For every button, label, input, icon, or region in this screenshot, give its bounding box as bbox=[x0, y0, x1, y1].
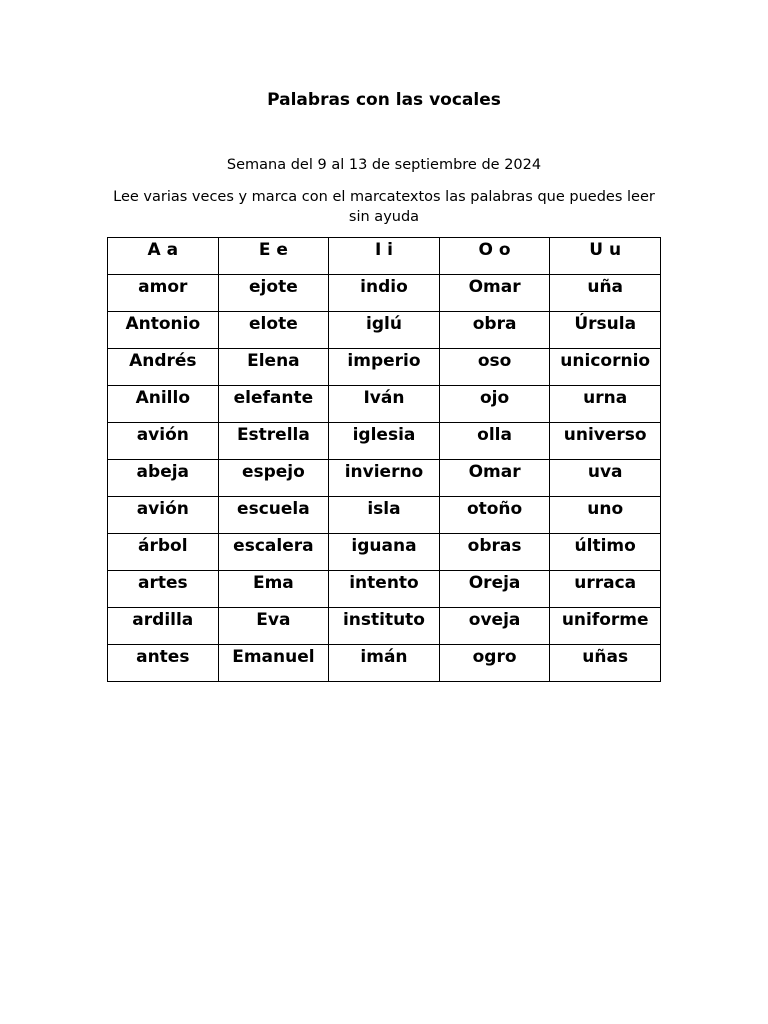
word-cell-e: Estrella bbox=[218, 423, 329, 460]
word-cell-e: elote bbox=[218, 312, 329, 349]
word-cell-e: ejote bbox=[218, 275, 329, 312]
word-cell-e: Ema bbox=[218, 571, 329, 608]
instructions-text: Lee varias veces y marca con el marcatextos las palabras que puedes leer sin ayuda bbox=[113, 189, 655, 225]
word-cell-i: iguana bbox=[329, 534, 440, 571]
word-cell-i: Iván bbox=[329, 386, 440, 423]
word-cell-o: ogro bbox=[439, 645, 550, 682]
word-cell-e: Emanuel bbox=[218, 645, 329, 682]
table-row bbox=[108, 460, 661, 497]
word-cell-o: Oreja bbox=[439, 571, 550, 608]
word-cell-u: unicornio bbox=[550, 349, 661, 386]
word-cell-i: indio bbox=[329, 275, 440, 312]
table-row bbox=[108, 497, 661, 534]
page-title: Palabras con las vocales bbox=[267, 90, 501, 110]
word-cell-u: urna bbox=[550, 386, 661, 423]
word-cell-a: artes bbox=[108, 571, 219, 608]
table-row bbox=[108, 608, 661, 645]
table-row bbox=[108, 312, 661, 349]
word-cell-u: uña bbox=[550, 275, 661, 312]
word-cell-a: Andrés bbox=[108, 349, 219, 386]
header-cell-u: U u bbox=[550, 238, 661, 275]
table-row bbox=[108, 534, 661, 571]
word-cell-o: Omar bbox=[439, 275, 550, 312]
week-subtitle: Semana del 9 al 13 de septiembre de 2024 bbox=[226, 157, 542, 173]
word-cell-i: imperio bbox=[329, 349, 440, 386]
header-cell-e: E e bbox=[218, 238, 329, 275]
word-cell-i: imán bbox=[329, 645, 440, 682]
table-row bbox=[108, 349, 661, 386]
table-row bbox=[108, 275, 661, 312]
word-cell-u: Úrsula bbox=[550, 312, 661, 349]
word-cell-u: último bbox=[550, 534, 661, 571]
word-cell-u: uniforme bbox=[550, 608, 661, 645]
word-cell-e: Elena bbox=[218, 349, 329, 386]
word-cell-u: urraca bbox=[550, 571, 661, 608]
word-cell-i: isla bbox=[329, 497, 440, 534]
word-cell-i: invierno bbox=[329, 460, 440, 497]
word-cell-o: olla bbox=[439, 423, 550, 460]
word-cell-u: uva bbox=[550, 460, 661, 497]
word-cell-a: Anillo bbox=[108, 386, 219, 423]
word-cell-o: otoño bbox=[439, 497, 550, 534]
header-cell-a: A a bbox=[108, 238, 219, 275]
header-cell-i: I i bbox=[329, 238, 440, 275]
table-row bbox=[108, 386, 661, 423]
word-cell-e: elefante bbox=[218, 386, 329, 423]
word-cell-o: obras bbox=[439, 534, 550, 571]
word-cell-u: universo bbox=[550, 423, 661, 460]
table-body bbox=[108, 275, 661, 682]
word-cell-u: uno bbox=[550, 497, 661, 534]
word-cell-i: intento bbox=[329, 571, 440, 608]
word-cell-e: escuela bbox=[218, 497, 329, 534]
word-cell-i: iglesia bbox=[329, 423, 440, 460]
word-cell-o: oveja bbox=[439, 608, 550, 645]
word-cell-e: Eva bbox=[218, 608, 329, 645]
word-cell-e: escalera bbox=[218, 534, 329, 571]
word-cell-o: oso bbox=[439, 349, 550, 386]
word-cell-a: árbol bbox=[108, 534, 219, 571]
word-cell-o: obra bbox=[439, 312, 550, 349]
table-header-row bbox=[108, 238, 661, 275]
vowel-words-table bbox=[107, 237, 661, 682]
word-cell-a: avión bbox=[108, 497, 219, 534]
word-cell-i: instituto bbox=[329, 608, 440, 645]
word-cell-a: abeja bbox=[108, 460, 219, 497]
word-cell-a: ardilla bbox=[108, 608, 219, 645]
table-row bbox=[108, 571, 661, 608]
table-row bbox=[108, 423, 661, 460]
word-cell-o: Omar bbox=[439, 460, 550, 497]
table-row bbox=[108, 645, 661, 682]
word-cell-o: ojo bbox=[439, 386, 550, 423]
word-cell-a: avión bbox=[108, 423, 219, 460]
word-cell-u: uñas bbox=[550, 645, 661, 682]
word-cell-a: Antonio bbox=[108, 312, 219, 349]
word-cell-a: antes bbox=[108, 645, 219, 682]
word-cell-i: iglú bbox=[329, 312, 440, 349]
header-cell-o: O o bbox=[439, 238, 550, 275]
word-cell-e: espejo bbox=[218, 460, 329, 497]
word-cell-a: amor bbox=[108, 275, 219, 312]
